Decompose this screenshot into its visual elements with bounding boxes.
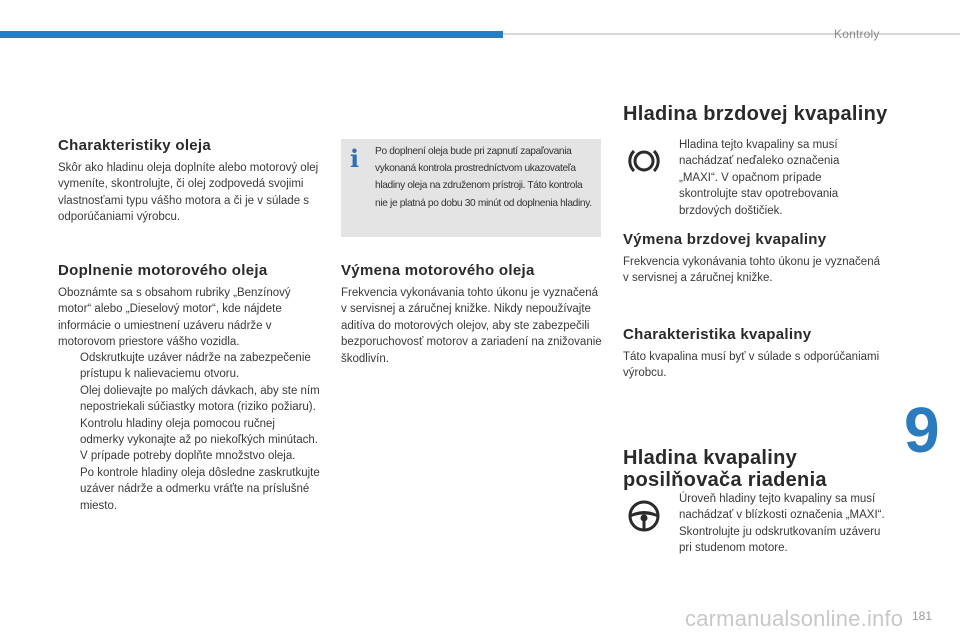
header-divider (503, 33, 960, 35)
brake-fluid-text: Hladina tejto kvapaliny sa musí nachádzať neďaleko označenia „MAXI“. V opačnom prípade skontrolujte stav opotrebovania brzdových doštičiek. (679, 139, 840, 217)
watermark: carmanualsonline.info (685, 606, 904, 631)
steering-heading-line2: posilňovača riadenia (623, 469, 827, 491)
chapter-title: Kontroly (834, 27, 880, 41)
brake-change-heading: Výmena brzdovej kvapaliny (623, 231, 827, 248)
info-box-text: Po doplnení oleja bude pri zapnutí zapaľovania vykonaná kontrola prostredníctvom ukazovateľa hladiny oleja na združenom prístroji. Táto kontrola nie je platná po dobu 30 minút od doplnenia hladiny. (375, 146, 592, 209)
oil-topup-intro: Oboznámte sa s obsahom rubriky „Benzínový motor“ alebo „Dieselový motor“, kde nájdete informácie o umiestnení uzáveru nádrže v motorovom priestore vášho vozidla. (58, 287, 291, 349)
steering-heading (623, 447, 827, 491)
info-box (341, 139, 601, 237)
chapter-number: 9 (904, 394, 940, 466)
oil-topup-steps (58, 350, 320, 514)
list-item: Po kontrole hladiny oleja dôsledne zaskrutkujte uzáver nádrže a odmerku vráťte na príslušné miesto. (80, 466, 320, 512)
oil-change-heading: Výmena motorového oleja (341, 262, 535, 279)
steering-wheel-icon (624, 496, 664, 536)
list-item: V prípade potreby doplňte množstvo oleja. (80, 450, 296, 463)
steering-heading-line1: Hladina kvapaliny (623, 447, 798, 469)
brake-fluid-heading: Hladina brzdovej kvapaliny (623, 103, 888, 125)
fluid-specs-heading: Charakteristika kvapaliny (623, 326, 812, 343)
steering-text: Úroveň hladiny tejto kvapaliny sa musí nachádzať v blízkosti označenia „MAXI“. Skontrolujte ju odskrutkovaním uzáveru pri studenom motore. (679, 493, 885, 555)
header-accent-bar (0, 31, 503, 38)
fluid-specs-text: Táto kvapalina musí byť v súlade s odporúčaniami výrobcu. (623, 351, 880, 380)
oil-topup-heading: Doplnenie motorového oleja (58, 262, 268, 279)
list-item: Kontrolu hladiny oleja pomocou ručnej odmerky vykonajte až po niekoľkých minútach. (80, 417, 318, 447)
brake-warning-icon (624, 141, 664, 181)
page-number: 181 (912, 609, 933, 623)
list-item: Odskrutkujte uzáver nádrže na zabezpečenie prístupu k nalievaciemu otvoru. (80, 352, 311, 381)
info-icon: i (350, 144, 360, 173)
list-item: Olej dolievajte po malých dávkach, aby ste ním nepostriekali súčiastky motora (riziko požiaru). (80, 384, 320, 414)
oil-specs-text: Skôr ako hladinu oleja doplníte alebo motorový olej vymeníte, skontrolujte, či olej zodpovedá svojimi vlastnosťami typu vášho motora a či je v súlade s odporúčaniami výrobcu. (58, 162, 319, 224)
brake-change-text: Frekvencia vykonávania tohto úkonu je vyznačená v servisnej a záručnej knižke. (623, 256, 880, 285)
oil-specs-heading: Charakteristiky oleja (58, 137, 212, 154)
oil-change-text: Frekvencia vykonávania tohto úkonu je vyznačená v servisnej a záručnej knižke. Nikdy nepoužívajte aditíva do motorových olejov, aby ste zabezpečili bezporuchovosť motorov a zariadení na znižovanie škodlivín. (341, 287, 602, 365)
